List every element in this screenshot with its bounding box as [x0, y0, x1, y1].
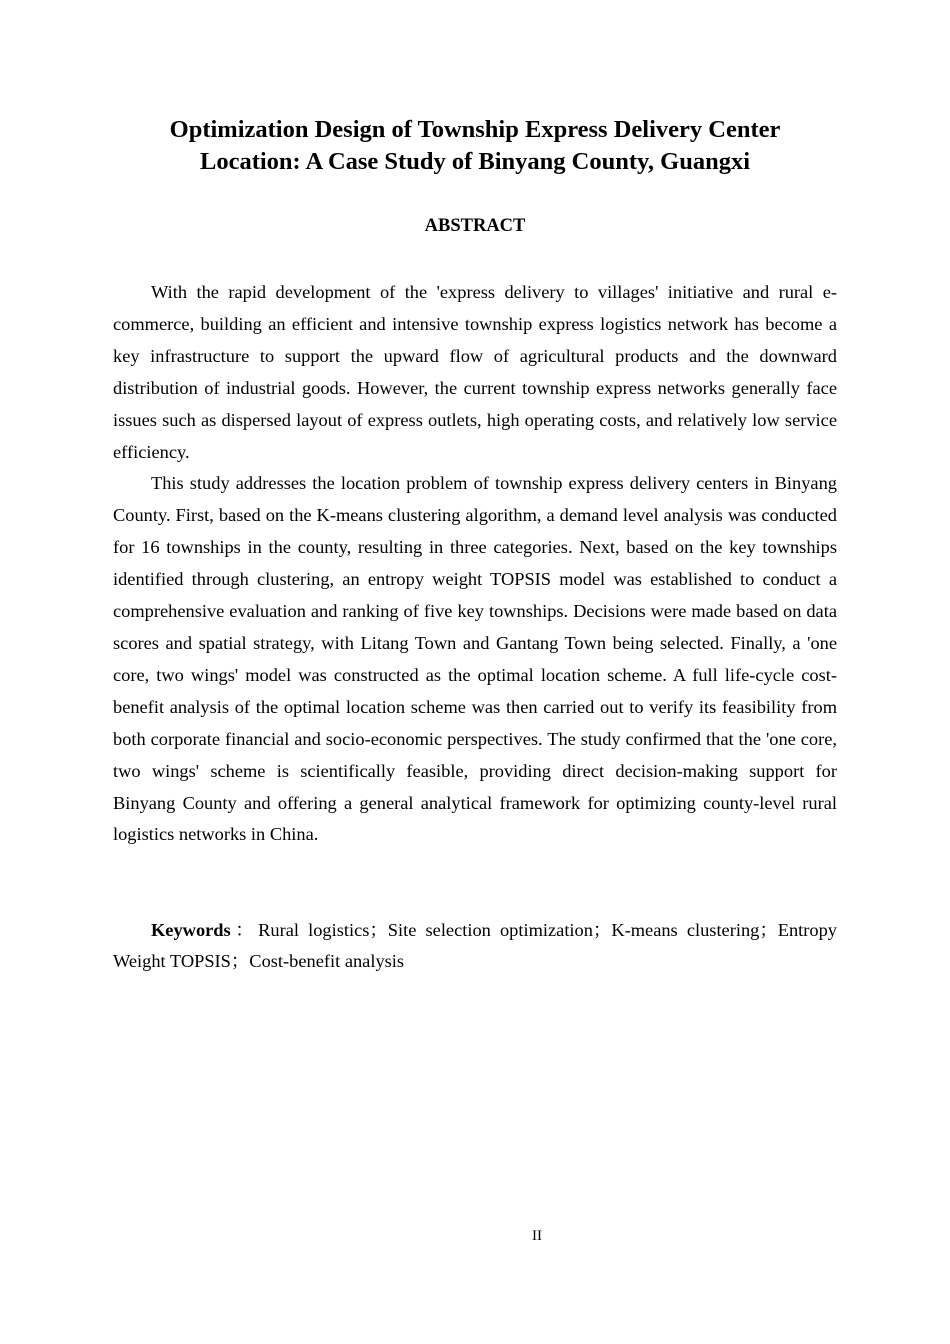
keywords-text: Rural logistics；Site selection optimization；K-means clustering；Entropy Weight TOPSIS；Cost-benefit analysis: [113, 920, 837, 971]
keywords-label: Keywords: [151, 920, 231, 940]
abstract-paragraph-1: With the rapid development of the 'express delivery to villages' initiative and rural e-commerce, building an efficient and intensive township express logistics network has become a key infrastructure to support the upward flow of agricultural products and the downward distribution of industrial goods. However, the current township express networks generally face issues such as dispersed layout of express outlets, high operating costs, and relatively low service efficiency.: [113, 282, 837, 462]
title-line-2: Location: A Case Study of Binyang County, Guangxi: [199, 148, 751, 175]
title-line-1: Optimization Design of Township Express Delivery Center: [169, 116, 781, 143]
abstract-paragraph-2: This study addresses the location problem of township express delivery centers in Binyang County. First, based on the K-means clustering algorithm, a demand level analysis was conducted for 16 townships in the county, resulting in three categories. Next, based on the key townships identified through clustering, an entropy weight TOPSIS model was established to conduct a comprehensive evaluation and ranking of five key townships. Decisions were made based on data scores and spatial strategy, with Litang Town and Gantang Town being selected. Finally, a 'one core, two wings' model was constructed as the optimal location scheme. A full life-cycle cost-benefit analysis of the optimal location scheme was then carried out to verify its feasibility from both corporate financial and socio-economic perspectives. The study confirmed that the 'one core, two wings' scheme is scientifically feasible, providing direct decision-making support for Binyang County and offering a general analytical framework for optimizing county-level rural logistics networks in China.: [113, 473, 837, 845]
keywords-separator: ：: [230, 920, 259, 940]
abstract-heading: ABSTRACT: [424, 216, 526, 236]
document-title: [113, 114, 837, 178]
keywords-line: [113, 915, 837, 977]
page-number: II: [532, 1228, 542, 1244]
abstract-body: [113, 277, 837, 851]
